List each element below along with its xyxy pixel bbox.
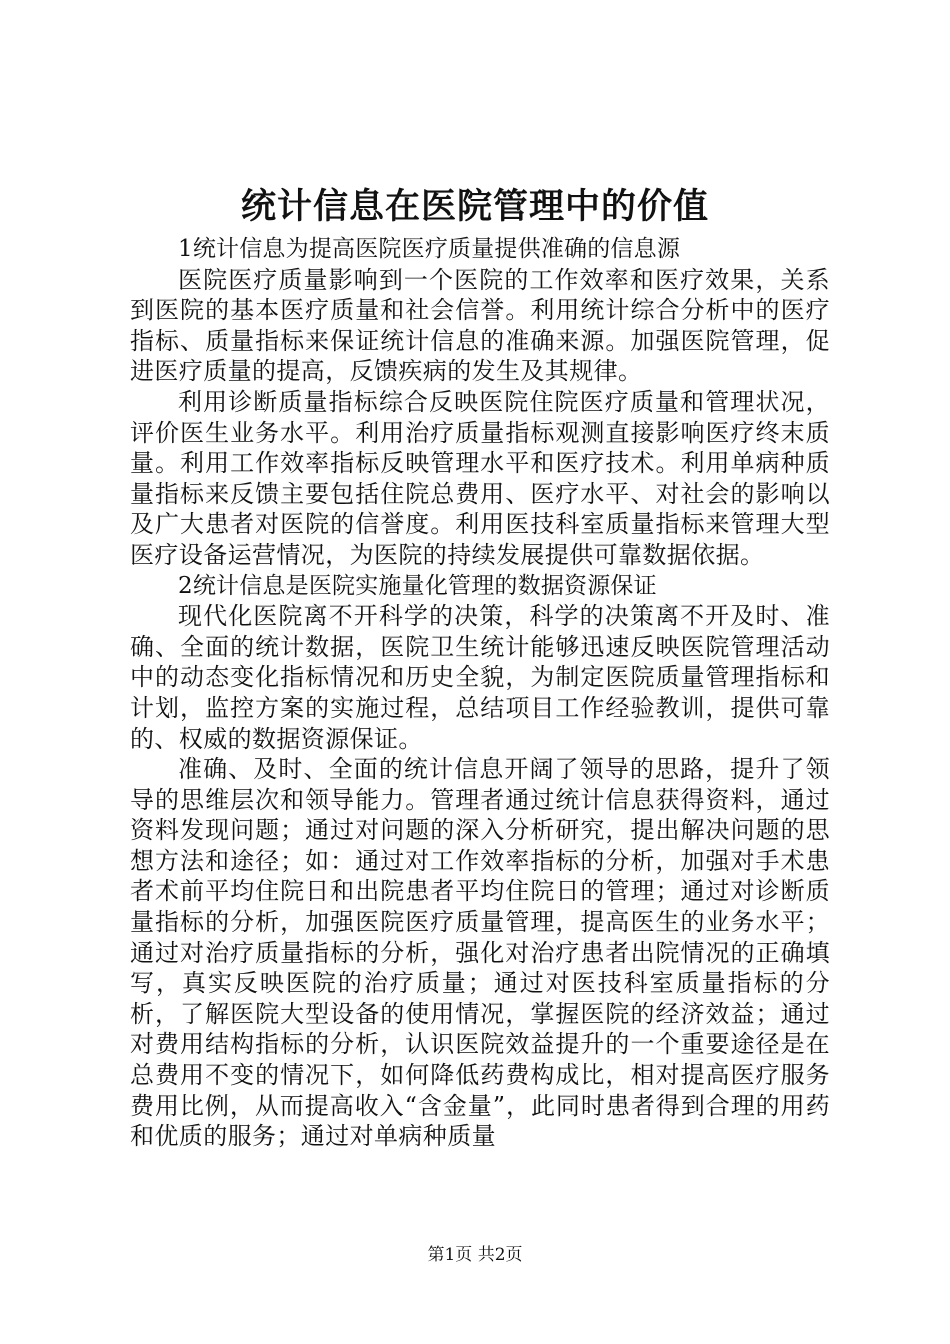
document-body bbox=[130, 234, 830, 1152]
page-footer: 第1页 共2页 bbox=[427, 1245, 523, 1265]
paragraph-medical-quality: 医院医疗质量影响到一个医院的工作效率和医疗效果，关系到医院的基本医疗质量和社会信誉。利用统计综合分析中的医疗指标、质量指标来保证统计信息的准确来源。加强医院管理，促进医疗质量的提高，反馈疾病的发生及其规律。 bbox=[130, 265, 830, 386]
paragraph-modern-hospital: 现代化医院离不开科学的决策，科学的决策离不开及时、准确、全面的统计数据，医院卫生统计能够迅速反映医院管理活动中的动态变化指标情况和历史全貌，为制定医院质量管理指标和计划，监控方案的实施过程，总结项目工作经验教训，提供可靠的、权威的数据资源保证。 bbox=[130, 602, 830, 753]
paragraph-quality-indicators: 利用诊断质量指标综合反映医院住院医疗质量和管理状况，评价医生业务水平。利用治疗质量指标观测直接影响医疗终末质量。利用工作效率指标反映管理水平和医疗技术。利用单病种质量指标来反馈主要包括住院总费用、医疗水平、对社会的影响以及广大患者对医院的信誉度。利用医技科室质量指标来管理大型医疗设备运营情况，为医院的持续发展提供可靠数据依据。 bbox=[130, 387, 830, 569]
paragraph-leadership: 准确、及时、全面的统计信息开阔了领导的思路，提升了领导的思维层次和领导能力。管理者通过统计信息获得资料，通过资料发现问题；通过对问题的深入分析研究，提出解决问题的思想方法和途径；如：通过对工作效率指标的分析，加强对手术患者术前平均住院日和出院患者平均住院日的管理；通过对诊断质量指标的分析，加强医院医疗质量管理，提高医生的业务水平；通过对治疗质量指标的分析，强化对治疗患者出院情况的正确填写，真实反映医院的治疗质量；通过对医技科室质量指标的分析，了解医院大型设备的使用情况，掌握医院的经济效益；通过对费用结构指标的分析，认识医院效益提升的一个重要途径是在总费用不变的情况下，如何降低药费构成比，相对提高医疗服务费用比例，从而提高收入“含金量”，此同时患者得到合理的用药和优质的服务；通过对单病种质量 bbox=[130, 755, 830, 1151]
document-title: 统计信息在医院管理中的价值 bbox=[240, 186, 709, 227]
section-heading-1: 1统计信息为提高医院医疗质量提供准确的信息源 bbox=[178, 236, 681, 262]
section-heading-2: 2统计信息是医院实施量化管理的数据资源保证 bbox=[178, 572, 657, 599]
